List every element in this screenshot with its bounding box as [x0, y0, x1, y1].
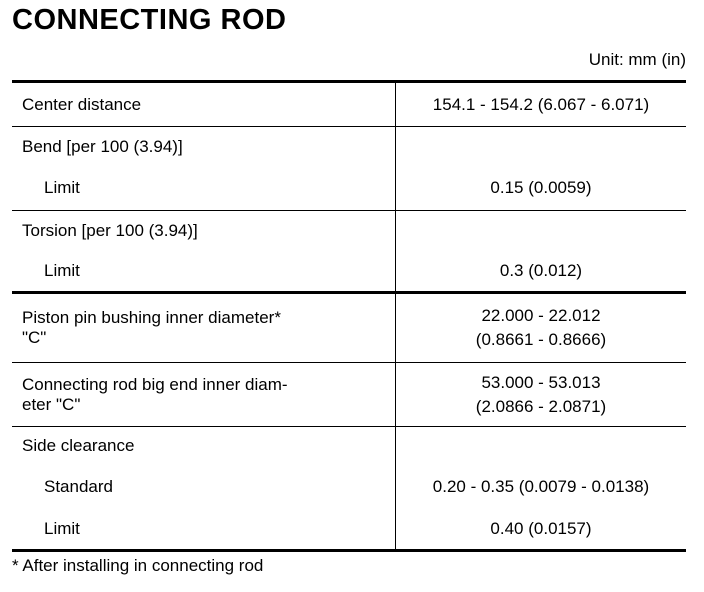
row-bend-limit [12, 167, 686, 211]
big-end-label-line1: Connecting rod big end inner diam- [22, 374, 288, 394]
big-end-label-line2: eter "C" [22, 394, 81, 414]
footnote: * After installing in connecting rod [12, 556, 264, 575]
side-clearance-value-empty [396, 427, 687, 465]
row-side-clearance-limit [12, 509, 686, 551]
side-clearance-limit-value: 0.40 (0.0157) [396, 509, 687, 551]
center-distance-value: 154.1 - 154.2 (6.067 - 6.071) [396, 82, 687, 127]
side-clearance-label: Side clearance [12, 427, 396, 465]
row-big-end [12, 363, 686, 427]
piston-pin-label-line1: Piston pin bushing inner diameter* [22, 308, 281, 327]
row-piston-pin [12, 293, 686, 363]
big-end-value [396, 363, 687, 427]
piston-pin-label-line2: "C" [22, 328, 47, 347]
big-end-label [12, 363, 396, 427]
bend-limit-value: 0.15 (0.0059) [396, 167, 687, 211]
piston-pin-value [396, 293, 687, 363]
row-bend [12, 127, 686, 167]
big-end-value-line2: (2.0866 - 2.0871) [475, 396, 607, 416]
torsion-limit-label: Limit [44, 260, 80, 280]
torsion-limit-value: 0.3 (0.012) [396, 251, 687, 293]
row-center-distance [12, 82, 686, 127]
piston-pin-value-line1: 22.000 - 22.012 [481, 306, 601, 325]
side-clearance-limit-label: Limit [12, 509, 396, 551]
bend-label: Bend [per 100 (3.94)] [12, 127, 396, 167]
big-end-value-line1: 53.000 - 53.013 [481, 372, 601, 392]
torsion-value-empty [396, 211, 687, 251]
page-title: CONNECTING ROD [12, 4, 287, 36]
row-side-clearance [12, 427, 686, 465]
torsion-label: Torsion [per 100 (3.94)] [12, 211, 396, 251]
row-torsion [12, 211, 686, 251]
side-clearance-standard-label: Standard [44, 476, 113, 496]
bend-value-empty [396, 127, 687, 167]
row-side-clearance-standard [12, 465, 686, 509]
side-clearance-standard-value: 0.20 - 0.35 (0.0079 - 0.0138) [396, 465, 687, 509]
bend-limit-label: Limit [44, 178, 80, 198]
center-distance-label: Center distance [12, 82, 396, 127]
piston-pin-label [12, 293, 396, 363]
unit-label: Unit: mm (in) [588, 50, 686, 69]
row-torsion-limit [12, 251, 686, 293]
spec-table [12, 80, 686, 552]
piston-pin-value-line2: (0.8661 - 0.8666) [475, 330, 607, 349]
